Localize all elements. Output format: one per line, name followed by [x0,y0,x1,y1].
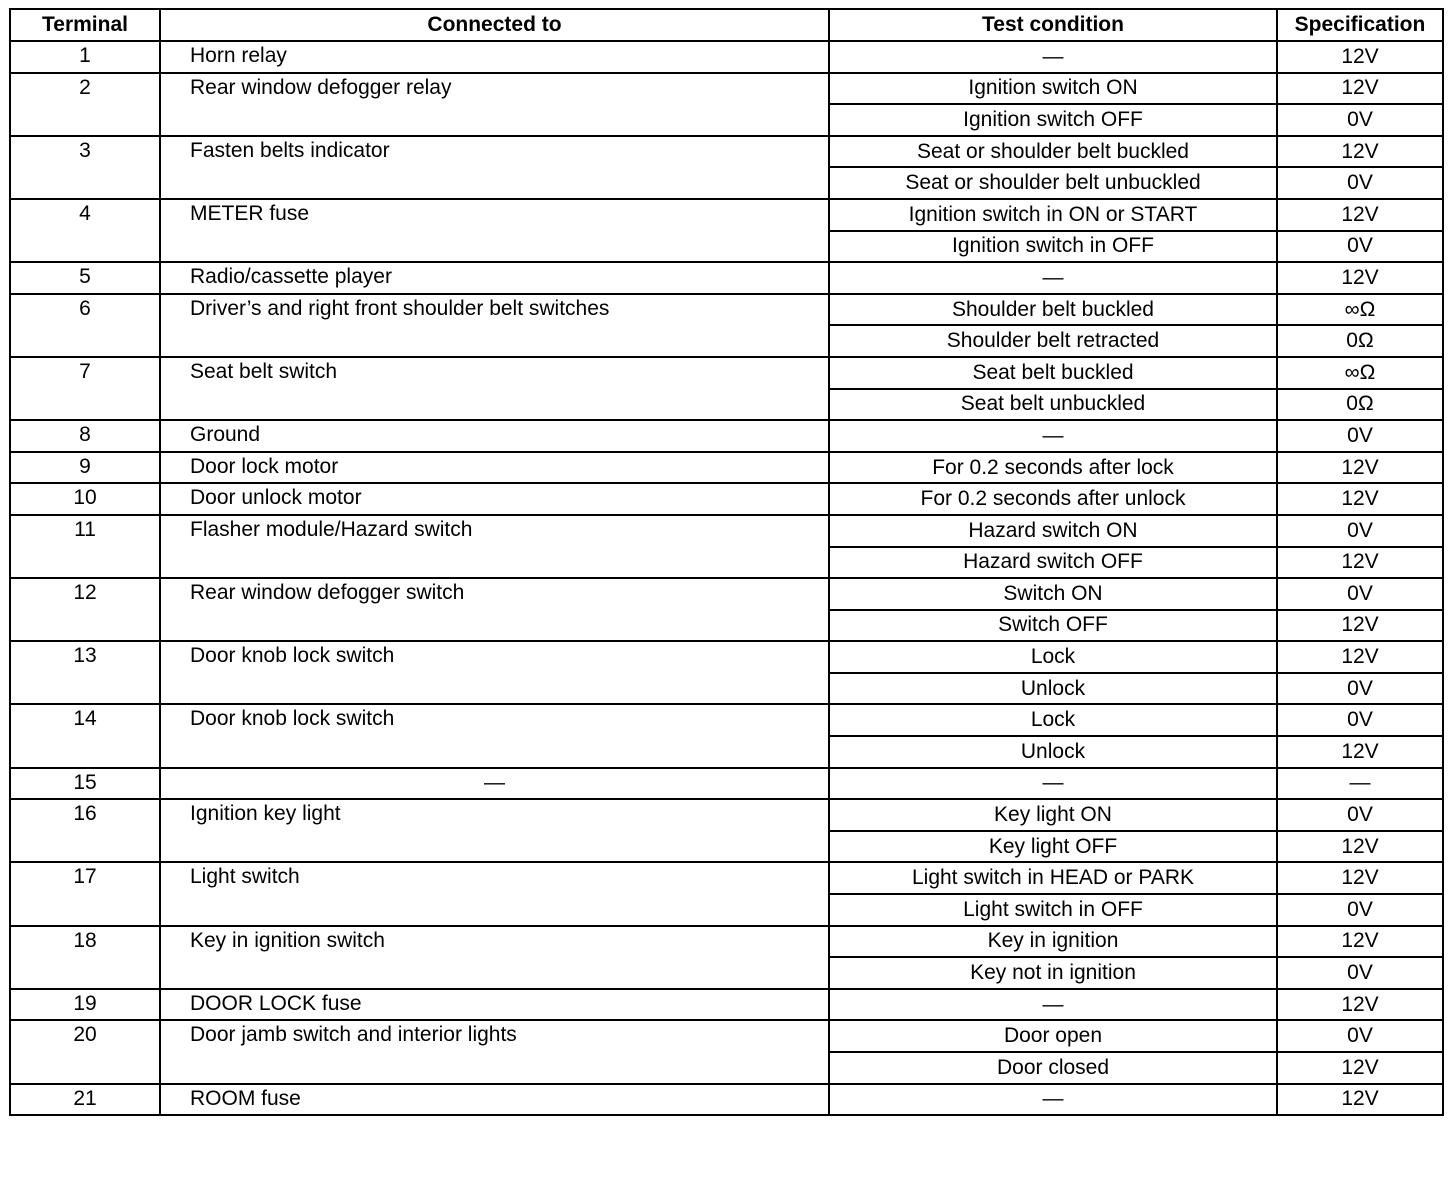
specification: 0V [1277,799,1443,831]
table-row [10,704,1443,736]
test-condition: Switch ON [829,578,1277,610]
specification: 12V [1277,483,1443,515]
terminal-number: 17 [10,862,160,925]
test-condition: — [829,41,1277,73]
test-condition: — [829,262,1277,294]
test-condition: Seat or shoulder belt buckled [829,136,1277,168]
specification: — [1277,768,1443,800]
table-row [10,926,1443,958]
specification: 0V [1277,957,1443,989]
terminal-number: 20 [10,1020,160,1083]
table-row [10,578,1443,610]
test-condition: Key light ON [829,799,1277,831]
test-condition: Door closed [829,1052,1277,1084]
terminal-number: 3 [10,136,160,199]
header-row [10,9,1443,41]
terminal-number: 16 [10,799,160,862]
terminal-number: 19 [10,989,160,1021]
test-condition: — [829,989,1277,1021]
table-row [10,799,1443,831]
table-row [10,73,1443,105]
table-row [10,136,1443,168]
specification: 0V [1277,420,1443,452]
specification: 0V [1277,167,1443,199]
specification: 12V [1277,1084,1443,1116]
test-condition: — [829,1084,1277,1116]
specification: 0V [1277,673,1443,705]
specification: 12V [1277,862,1443,894]
specification: 12V [1277,610,1443,642]
test-condition: Shoulder belt buckled [829,294,1277,326]
terminal-number: 2 [10,73,160,136]
connected-to: Rear window defogger relay [160,73,829,136]
specification: 12V [1277,547,1443,579]
test-condition: Seat belt unbuckled [829,389,1277,421]
connected-to: Ignition key light [160,799,829,862]
connected-to: DOOR LOCK fuse [160,989,829,1021]
table-row [10,452,1443,484]
specification: 12V [1277,73,1443,105]
connected-to: Driver’s and right front shoulder belt switches [160,294,829,357]
terminal-number: 6 [10,294,160,357]
specification: 12V [1277,641,1443,673]
table-row [10,420,1443,452]
test-condition: Lock [829,704,1277,736]
table-row [10,989,1443,1021]
connected-to: Door jamb switch and interior lights [160,1020,829,1083]
test-condition: Hazard switch OFF [829,547,1277,579]
specification: 0V [1277,231,1443,263]
connected-to: Horn relay [160,41,829,73]
table-row [10,357,1443,389]
test-condition: Seat belt buckled [829,357,1277,389]
connected-to: Seat belt switch [160,357,829,420]
table-row [10,1020,1443,1052]
terminal-number: 1 [10,41,160,73]
specification: 12V [1277,136,1443,168]
specification: ∞Ω [1277,294,1443,326]
table-row [10,199,1443,231]
test-condition: For 0.2 seconds after unlock [829,483,1277,515]
connected-to: Door lock motor [160,452,829,484]
test-condition: Ignition switch in OFF [829,231,1277,263]
terminal-number: 12 [10,578,160,641]
table-row [10,1084,1443,1116]
specification: 0Ω [1277,389,1443,421]
table-row [10,768,1443,800]
specification: 12V [1277,452,1443,484]
test-condition: Ignition switch in ON or START [829,199,1277,231]
test-condition: Hazard switch ON [829,515,1277,547]
connected-to: Ground [160,420,829,452]
test-condition: Ignition switch OFF [829,104,1277,136]
test-condition: Unlock [829,736,1277,768]
connected-to: Flasher module/Hazard switch [160,515,829,578]
table-row [10,515,1443,547]
specification: 0Ω [1277,325,1443,357]
table-body [10,41,1443,1115]
connected-to: Radio/cassette player [160,262,829,294]
specification: 0V [1277,515,1443,547]
specification: 0V [1277,104,1443,136]
specification: ∞Ω [1277,357,1443,389]
test-condition: Key not in ignition [829,957,1277,989]
specification: 12V [1277,199,1443,231]
connected-to: Fasten belts indicator [160,136,829,199]
test-condition: Switch OFF [829,610,1277,642]
test-condition: — [829,420,1277,452]
test-condition: Ignition switch ON [829,73,1277,105]
header-terminal: Terminal [10,9,160,41]
specification: 0V [1277,578,1443,610]
test-condition: Key light OFF [829,831,1277,863]
specification: 12V [1277,41,1443,73]
terminal-number: 11 [10,515,160,578]
test-condition: For 0.2 seconds after lock [829,452,1277,484]
terminal-number: 5 [10,262,160,294]
specification: 12V [1277,1052,1443,1084]
table-row [10,641,1443,673]
terminal-number: 21 [10,1084,160,1116]
terminal-spec-table [9,8,1444,1116]
terminal-number: 8 [10,420,160,452]
specification: 0V [1277,704,1443,736]
test-condition: — [829,768,1277,800]
test-condition: Lock [829,641,1277,673]
connected-to: Door unlock motor [160,483,829,515]
header-test-condition: Test condition [829,9,1277,41]
specification: 12V [1277,831,1443,863]
header-specification: Specification [1277,9,1443,41]
specification: 0V [1277,894,1443,926]
specification: 12V [1277,926,1443,958]
terminal-number: 18 [10,926,160,989]
terminal-number: 10 [10,483,160,515]
test-condition: Shoulder belt retracted [829,325,1277,357]
specification: 12V [1277,736,1443,768]
specification: 12V [1277,262,1443,294]
terminal-number: 13 [10,641,160,704]
table-row [10,262,1443,294]
test-condition: Light switch in OFF [829,894,1277,926]
connected-to: Rear window defogger switch [160,578,829,641]
test-condition: Seat or shoulder belt unbuckled [829,167,1277,199]
terminal-number: 7 [10,357,160,420]
terminal-number: 4 [10,199,160,262]
table-row [10,862,1443,894]
specification: 12V [1277,989,1443,1021]
connected-to: Door knob lock switch [160,641,829,704]
header-connected-to: Connected to [160,9,829,41]
connected-to: Light switch [160,862,829,925]
connected-to: — [160,768,829,800]
connected-to: ROOM fuse [160,1084,829,1116]
terminal-number: 14 [10,704,160,767]
terminal-number: 15 [10,768,160,800]
table-row [10,483,1443,515]
connected-to: METER fuse [160,199,829,262]
connected-to: Key in ignition switch [160,926,829,989]
test-condition: Unlock [829,673,1277,705]
terminal-number: 9 [10,452,160,484]
specification: 0V [1277,1020,1443,1052]
connected-to: Door knob lock switch [160,704,829,767]
test-condition: Key in ignition [829,926,1277,958]
table-row [10,294,1443,326]
test-condition: Door open [829,1020,1277,1052]
table-row [10,41,1443,73]
test-condition: Light switch in HEAD or PARK [829,862,1277,894]
